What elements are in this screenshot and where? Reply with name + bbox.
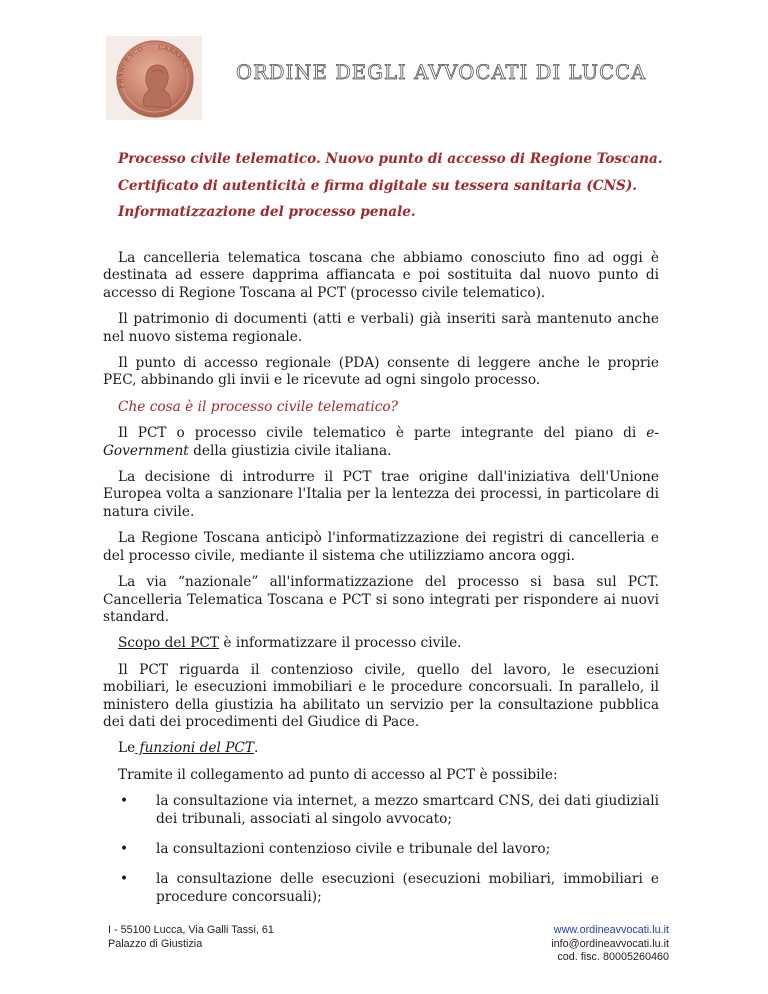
emphasis-text: e-Government: [103, 425, 659, 459]
underlined-heading: funzioni del PCT: [135, 740, 255, 757]
document-body: [103, 250, 659, 919]
footer-contacts: [551, 924, 669, 965]
paragraph: [103, 635, 659, 652]
bullet-icon: •: [120, 871, 129, 888]
paragraph: Tramite il collegamento ad punto di accesso al PCT è possibile:: [118, 766, 558, 783]
medal-text-right: CARRARA: [157, 42, 191, 71]
paragraph: La decisione di introdurre il PCT trae origine dall'iniziativa dell'Unione Europea volta a sanzionare l'Italia per la lentezza dei processi, in particolare di natura civile.: [103, 469, 659, 520]
paragraph: Il punto di accesso regionale (PDA) consente di leggere anche le proprie PEC, abbinando gli invii e le ricevute ad ogni singolo processo.: [103, 355, 659, 389]
section-heading: Che cosa è il processo civile telematico?: [118, 398, 399, 415]
paragraph-text: è informatizzare il processo civile.: [219, 635, 462, 652]
medal-logo: [106, 36, 202, 120]
paragraph: Il PCT riguarda il contenzioso civile, quello del lavoro, le esecuzioni mobiliari, le esecuzioni immobiliari e le procedure concorsuali. In parallelo, il ministero della giustizia ha abilitato un servizio per la consultazione pubblica dei dati dei procedimenti del Giudice di Pace.: [103, 661, 659, 730]
list-item: [103, 793, 659, 828]
list-item-text: la consultazioni contenzioso civile e tribunale del lavoro;: [156, 840, 551, 857]
paragraph: La Regione Toscana anticipò l'informatizzazione dei registri di cancelleria e del processo civile, mediante il sistema che utilizziamo ancora oggi.: [103, 530, 659, 564]
paragraph-text: Le: [118, 740, 136, 757]
medal-text-left: FRANCESCO: [116, 44, 145, 90]
bullet-list: [103, 793, 659, 906]
email-address[interactable]: info@ordineavvocati.lu.it: [551, 937, 669, 950]
footer-address: [108, 924, 274, 951]
website-link[interactable]: www.ordineavvocati.lu.it: [553, 924, 669, 936]
subject-line: Certificato di autenticità e firma digitale su tessera sanitaria (CNS).: [118, 177, 638, 194]
paragraph-text: Il PCT o processo civile telematico è parte integrante del piano di: [118, 425, 647, 442]
paragraph: La cancelleria telematica toscana che abbiamo conosciuto fino ad oggi è destinata ad essere dapprima affiancata e poi sostituita dal nuovo punto di accesso di Regione Toscana al PCT (processo civile telematico).: [103, 250, 659, 301]
bullet-icon: •: [120, 840, 129, 857]
list-item: [103, 871, 659, 906]
paragraph: [103, 425, 659, 460]
paragraph-text: della giustizia civile italiana.: [188, 442, 392, 459]
list-item-text: la consultazione via internet, a mezzo smartcard CNS, dei dati giudiziali dei tribunali, associati al singolo avvocato;: [156, 793, 659, 827]
paragraph: Il patrimonio di documenti (atti e verbali) già inseriti sarà mantenuto anche nel nuovo sistema regionale.: [103, 311, 659, 345]
address-line: Palazzo di Giustizia: [108, 937, 203, 950]
paragraph: [103, 740, 659, 757]
underlined-heading: Scopo del PCT: [118, 635, 220, 652]
address-line: I - 55100 Lucca, Via Galli Tassi, 61: [108, 924, 274, 936]
org-title: ORDINE DEGLI AVVOCATI DI LUCCA: [236, 61, 647, 84]
subject-list: [118, 146, 678, 226]
list-item-text: la consultazione delle esecuzioni (esecuzioni mobiliari, immobiliari e procedure concorsuali);: [156, 871, 659, 905]
tax-code: cod. fisc. 80005260460: [557, 951, 669, 963]
paragraph-text: .: [254, 740, 259, 757]
subject-line: Processo civile telematico. Nuovo punto di accesso di Regione Toscana.: [118, 151, 663, 167]
list-item: [103, 841, 659, 858]
bullet-icon: •: [120, 793, 129, 810]
subject-line: Informatizzazione del processo penale.: [118, 204, 416, 220]
paragraph: La via “nazionale” all'informatizzazione del processo si basa sul PCT. Cancelleria Telematica Toscana e PCT si sono integrati per rispondere ai nuovi standard.: [103, 574, 659, 625]
